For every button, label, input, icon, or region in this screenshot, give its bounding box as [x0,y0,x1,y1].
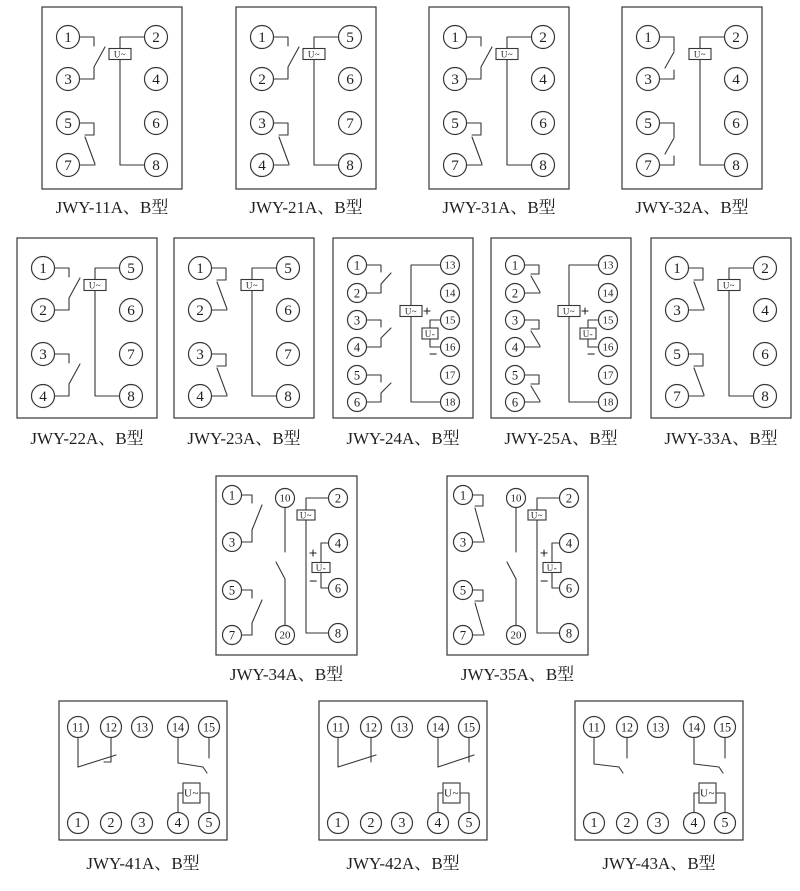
wire [367,328,391,347]
terminal-number: 6 [511,395,519,410]
terminal-number: 1 [196,260,204,277]
terminal-number: 2 [334,491,342,506]
terminal-number: 4 [565,536,573,551]
terminal-number: 1 [64,29,72,46]
diagram-label: JWY-41A、B型 [86,854,200,873]
terminal-number: 3 [673,302,681,319]
wire [694,764,723,773]
diagram-label: JWY-24A、B型 [346,429,460,448]
terminal-number: 1 [673,260,681,277]
terminal-number: 16 [602,341,614,354]
terminal-number: 2 [761,260,769,277]
terminal-number: 17 [444,369,456,382]
terminal-number: 15 [602,314,614,327]
wire [694,368,704,395]
terminal-number: 8 [539,157,547,174]
terminal-number: 15 [202,720,216,735]
terminal-number: 8 [127,388,135,405]
terminal-number: 7 [346,115,354,132]
terminal-number: 3 [258,115,266,132]
polarity-sign: − [539,574,549,590]
polarity-sign: + [422,304,432,320]
terminal-number: 8 [565,626,573,641]
terminal-number: 2 [39,302,47,319]
wire [660,37,674,51]
terminal-number: 1 [644,29,652,46]
terminal-number: 3 [39,346,47,363]
coil-element-label: U~ [500,49,514,60]
coil-element-label: U~ [404,306,418,317]
diagram-label: JWY-42A、B型 [346,854,460,873]
terminal-number: 5 [228,583,236,598]
wire [367,320,381,327]
relay-diagram-jwy-25 [491,238,631,448]
terminal-number: 2 [539,29,547,46]
terminal-number: 8 [334,626,342,641]
relay-diagram-jwy-11 [42,7,182,217]
diagram-label: JWY-32A、B型 [635,198,749,217]
wire [274,47,299,79]
wire [525,265,539,274]
terminal-number: 1 [511,258,519,273]
terminal-number: 6 [761,346,769,363]
terminal-number: 3 [353,313,361,328]
terminal-number: 13 [602,259,614,272]
coil-element-label: U~ [88,280,102,291]
wire [467,123,481,135]
wire [242,600,262,635]
terminal-number: 2 [196,302,204,319]
terminal-number: 1 [334,816,342,831]
terminal-number: 3 [511,313,519,328]
terminal-number: 3 [228,535,236,550]
diagram-label: JWY-25A、B型 [504,429,618,448]
wire [178,793,183,813]
wire [525,375,539,384]
terminal-number: 10 [279,492,291,505]
wire [660,70,674,79]
terminal-number: 4 [334,536,342,551]
coil-element-label: U- [424,329,436,339]
relay-diagram-jwy-22 [17,238,157,448]
wire [200,793,209,813]
terminal-number: 5 [644,115,652,132]
terminal-number: 2 [367,816,375,831]
wire [80,123,94,135]
wire [460,793,469,813]
wire [665,138,674,154]
terminal-number: 1 [74,816,82,831]
relay-diagram-jwy-41 [59,701,227,873]
wire [475,603,484,634]
terminal-number: 6 [353,395,361,410]
terminal-number: 3 [654,816,662,831]
terminal-number: 2 [732,29,740,46]
coil-element-label: U~ [722,280,736,291]
wire [525,320,539,329]
terminal-number: 14 [444,287,456,300]
coil-element-label: U- [546,563,558,573]
wire [55,354,69,363]
terminal-number: 4 [732,71,740,88]
terminal-number: 4 [511,340,519,355]
relay-diagram-jwy-21 [236,7,376,217]
wire [367,375,381,382]
terminal-number: 5 [64,115,72,132]
wire [660,156,674,165]
terminal-number: 7 [127,346,135,363]
wire [467,47,492,79]
coil-element-label: U~ [307,49,321,60]
wire [55,268,69,277]
terminal-number: 4 [152,71,160,88]
terminal-number: 16 [444,341,456,354]
wire [85,137,95,164]
terminal-number: 14 [602,287,614,300]
wire [694,793,699,813]
wire [665,52,674,68]
terminal-number: 3 [451,71,459,88]
coil-element-label: U~ [184,787,199,800]
relay-diagram-jwy-34 [216,476,357,684]
terminal-number: 15 [718,720,732,735]
terminal-number: 11 [72,720,84,735]
terminal-number: 5 [673,346,681,363]
terminal-number: 7 [64,157,72,174]
terminal-number: 4 [174,816,182,831]
terminal-number: 7 [284,346,292,363]
terminal-number: 1 [459,488,467,503]
wire [660,123,674,137]
wire [217,282,227,309]
terminal-number: 8 [152,157,160,174]
terminal-number: 5 [459,583,467,598]
relay-diagram-jwy-24 [333,238,473,448]
terminal-number: 12 [620,720,634,735]
wire [242,505,262,542]
terminal-number: 1 [228,488,236,503]
terminal-number: 4 [761,302,769,319]
terminal-number: 7 [644,157,652,174]
terminal-number: 15 [462,720,476,735]
relay-diagram-jwy-43 [575,701,743,873]
coil-element-label: U~ [245,280,259,291]
terminal-number: 4 [258,157,266,174]
coil-element-label: U- [315,563,327,573]
wire [78,755,116,767]
terminal-number: 13 [395,720,409,735]
terminal-number: 5 [127,260,135,277]
terminal-number: 8 [284,388,292,405]
diagram-label: JWY-33A、B型 [664,429,778,448]
coil-element-label: U~ [299,510,313,521]
terminal-number: 7 [459,628,467,643]
wire [242,495,252,503]
wire [467,37,481,46]
terminal-number: 4 [196,388,204,405]
terminal-number: 18 [602,396,614,409]
wire [178,763,207,773]
terminal-number: 6 [334,581,342,596]
wire [367,265,381,272]
wire [274,123,288,135]
terminal-number: 6 [565,581,573,596]
terminal-number: 20 [279,629,291,642]
terminal-number: 2 [565,491,573,506]
terminal-number: 2 [623,816,631,831]
polarity-sign: − [586,347,596,363]
terminal-number: 8 [732,157,740,174]
terminal-number: 5 [205,816,213,831]
wire [694,282,704,309]
diagram-label: JWY-22A、B型 [30,429,144,448]
terminal-number: 4 [690,816,698,831]
terminal-number: 1 [451,29,459,46]
wire [338,755,376,767]
wire [472,137,482,164]
polarity-sign: + [580,304,590,320]
terminal-number: 10 [510,492,522,505]
wire [689,268,703,280]
coil-element-label: U~ [693,49,707,60]
terminal-number: 14 [431,720,445,735]
terminal-number: 20 [510,629,522,642]
terminal-number: 2 [258,71,266,88]
terminal-number: 6 [152,115,160,132]
terminal-number: 17 [602,369,614,382]
terminal-number: 11 [588,720,600,735]
wire [531,276,540,292]
terminal-number: 2 [152,29,160,46]
terminal-number: 12 [364,720,378,735]
coil-element-label: U~ [562,306,576,317]
terminal-number: 5 [511,368,519,383]
coil-element-label: U~ [444,787,459,800]
diagram-label: JWY-34A、B型 [229,665,344,684]
terminal-number: 4 [539,71,547,88]
wire [276,562,285,625]
wire [212,268,226,280]
wire [531,386,540,401]
terminal-number: 6 [284,302,292,319]
terminal-number: 14 [687,720,701,735]
terminal-number: 6 [539,115,547,132]
coil-element-label: U~ [700,787,715,800]
wire [242,590,252,598]
terminal-number: 14 [171,720,185,735]
terminal-number: 6 [127,302,135,319]
terminal-number: 3 [644,71,652,88]
diagram-label: JWY-31A、B型 [442,198,556,217]
diagram-label: JWY-21A、B型 [249,198,363,217]
terminal-number: 5 [353,368,361,383]
wire [473,590,483,601]
wire [367,383,391,402]
terminal-number: 18 [444,396,456,409]
terminal-number: 13 [651,720,665,735]
terminal-number: 15 [444,314,456,327]
relay-diagram-jwy-31 [429,7,569,217]
terminal-number: 6 [346,71,354,88]
terminal-number: 2 [511,286,519,301]
diagram-label: JWY-23A、B型 [187,429,301,448]
wire [367,273,391,293]
terminal-number: 12 [104,720,118,735]
terminal-number: 7 [228,628,236,643]
polarity-sign: − [308,574,318,590]
terminal-number: 5 [346,29,354,46]
relay-diagram-jwy-33 [651,238,791,448]
terminal-number: 3 [398,816,406,831]
terminal-number: 4 [434,816,442,831]
wire [594,764,623,773]
relay-diagram-jwy-32 [622,7,762,217]
diagram-label: JWY-35A、B型 [460,665,575,684]
terminal-number: 5 [284,260,292,277]
wire [279,137,289,164]
terminal-number: 11 [332,720,344,735]
wire [473,495,483,506]
terminal-number: 4 [39,388,47,405]
terminal-number: 3 [196,346,204,363]
coil-element-label: U~ [113,49,127,60]
wire [475,508,484,541]
polarity-sign: + [539,546,549,562]
terminal-number: 8 [346,157,354,174]
terminal-number: 1 [353,258,361,273]
wire [716,793,725,813]
wire [438,793,443,813]
terminal-number: 7 [451,157,459,174]
diagram-label: JWY-43A、B型 [602,854,716,873]
terminal-number: 13 [444,259,456,272]
coil-element-label: U- [582,329,594,339]
wire [80,37,94,46]
terminal-number: 1 [258,29,266,46]
terminal-number: 3 [459,535,467,550]
terminal-number: 4 [353,340,361,355]
terminal-number: 2 [353,286,361,301]
diagram-label: JWY-11A、B型 [55,198,169,217]
terminal-number: 5 [451,115,459,132]
terminal-number: 5 [721,816,729,831]
wire [80,47,105,79]
terminal-number: 3 [64,71,72,88]
wire [55,278,80,310]
relay-diagram-jwy-42 [319,701,487,873]
relay-diagram-jwy-23 [174,238,314,448]
terminal-number: 1 [590,816,598,831]
wire [531,331,540,346]
coil-element-label: U~ [530,510,544,521]
terminal-number: 3 [138,816,146,831]
wire [507,562,516,625]
terminal-number: 13 [135,720,149,735]
terminal-number: 2 [107,816,115,831]
wire [274,37,288,46]
wire [55,364,80,396]
wire [689,354,703,366]
relay-diagram-jwy-35 [447,476,588,684]
terminal-number: 6 [732,115,740,132]
wire [212,354,226,366]
terminal-number: 8 [761,388,769,405]
polarity-sign: + [308,546,318,562]
polarity-sign: − [428,347,438,363]
wire [217,368,227,395]
terminal-number: 5 [465,816,473,831]
terminal-number: 7 [673,388,681,405]
terminal-number: 1 [39,260,47,277]
